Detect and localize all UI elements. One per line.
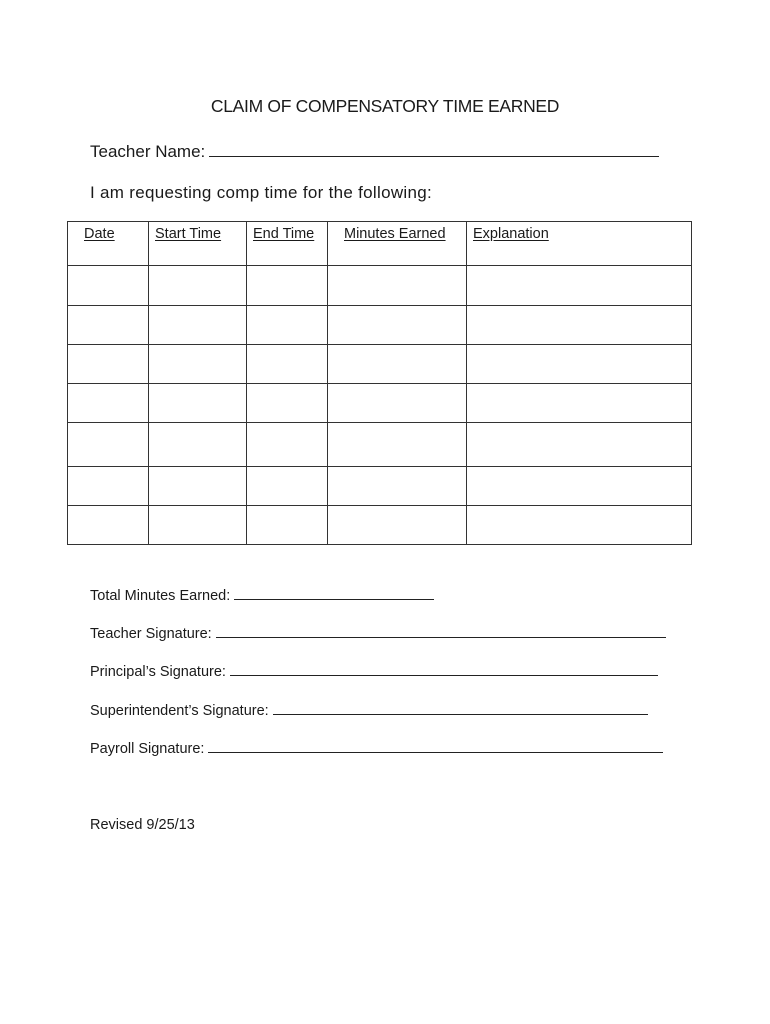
table-row bbox=[68, 384, 692, 423]
payroll-signature-label: Payroll Signature: bbox=[90, 741, 205, 757]
teacher-signature-blank[interactable] bbox=[216, 636, 666, 638]
teacher-name-line bbox=[90, 142, 659, 162]
payroll-signature-line bbox=[90, 741, 663, 757]
principal-signature-label: Principal’s Signature: bbox=[90, 664, 226, 680]
end-time-cell[interactable] bbox=[247, 423, 328, 467]
end-time-cell[interactable] bbox=[247, 506, 328, 545]
date-cell[interactable] bbox=[68, 384, 149, 423]
start-time-cell[interactable] bbox=[149, 467, 247, 506]
minutes-earned-cell[interactable] bbox=[328, 345, 467, 384]
table-row bbox=[68, 423, 692, 467]
explanation-cell[interactable] bbox=[467, 467, 692, 506]
header-explanation: Explanation bbox=[467, 222, 692, 266]
table-row bbox=[68, 266, 692, 306]
end-time-cell[interactable] bbox=[247, 467, 328, 506]
start-time-cell[interactable] bbox=[149, 506, 247, 545]
explanation-cell[interactable] bbox=[467, 384, 692, 423]
minutes-earned-cell[interactable] bbox=[328, 506, 467, 545]
start-time-cell[interactable] bbox=[149, 384, 247, 423]
explanation-cell[interactable] bbox=[467, 345, 692, 384]
superintendent-signature-line bbox=[90, 703, 648, 719]
date-cell[interactable] bbox=[68, 423, 149, 467]
table-header-row bbox=[68, 222, 692, 266]
total-minutes-line bbox=[90, 588, 434, 604]
header-date: Date bbox=[68, 222, 149, 266]
total-minutes-label: Total Minutes Earned: bbox=[90, 588, 231, 604]
explanation-cell[interactable] bbox=[467, 423, 692, 467]
total-minutes-blank[interactable] bbox=[234, 598, 434, 600]
start-time-cell[interactable] bbox=[149, 345, 247, 384]
end-time-cell[interactable] bbox=[247, 306, 328, 345]
comp-time-table bbox=[67, 221, 692, 545]
start-time-cell[interactable] bbox=[149, 306, 247, 345]
explanation-cell[interactable] bbox=[467, 506, 692, 545]
table-row bbox=[68, 506, 692, 545]
end-time-cell[interactable] bbox=[247, 266, 328, 306]
header-end-time: End Time bbox=[247, 222, 328, 266]
date-cell[interactable] bbox=[68, 306, 149, 345]
payroll-signature-blank[interactable] bbox=[208, 751, 663, 753]
explanation-cell[interactable] bbox=[467, 266, 692, 306]
start-time-cell[interactable] bbox=[149, 423, 247, 467]
date-cell[interactable] bbox=[68, 345, 149, 384]
teacher-name-blank[interactable] bbox=[209, 155, 659, 157]
header-minutes-earned: Minutes Earned bbox=[328, 222, 467, 266]
table-body bbox=[68, 266, 692, 545]
principal-signature-line bbox=[90, 664, 658, 680]
superintendent-signature-blank[interactable] bbox=[273, 713, 648, 715]
end-time-cell[interactable] bbox=[247, 384, 328, 423]
teacher-signature-line bbox=[90, 626, 666, 642]
explanation-cell[interactable] bbox=[467, 306, 692, 345]
table-row bbox=[68, 345, 692, 384]
start-time-cell[interactable] bbox=[149, 266, 247, 306]
minutes-earned-cell[interactable] bbox=[328, 306, 467, 345]
minutes-earned-cell[interactable] bbox=[328, 384, 467, 423]
principal-signature-blank[interactable] bbox=[230, 674, 658, 676]
minutes-earned-cell[interactable] bbox=[328, 423, 467, 467]
teacher-signature-label: Teacher Signature: bbox=[90, 626, 212, 642]
form-title: CLAIM OF COMPENSATORY TIME EARNED bbox=[210, 96, 560, 116]
revised-date: Revised 9/25/13 bbox=[90, 817, 195, 833]
header-start-time: Start Time bbox=[149, 222, 247, 266]
table-row bbox=[68, 306, 692, 345]
minutes-earned-cell[interactable] bbox=[328, 467, 467, 506]
date-cell[interactable] bbox=[68, 266, 149, 306]
date-cell[interactable] bbox=[68, 467, 149, 506]
teacher-name-label: Teacher Name: bbox=[90, 142, 206, 161]
table-row bbox=[68, 467, 692, 506]
end-time-cell[interactable] bbox=[247, 345, 328, 384]
date-cell[interactable] bbox=[68, 506, 149, 545]
superintendent-signature-label: Superintendent’s Signature: bbox=[90, 703, 269, 719]
minutes-earned-cell[interactable] bbox=[328, 266, 467, 306]
requesting-text: I am requesting comp time for the following: bbox=[90, 183, 433, 202]
